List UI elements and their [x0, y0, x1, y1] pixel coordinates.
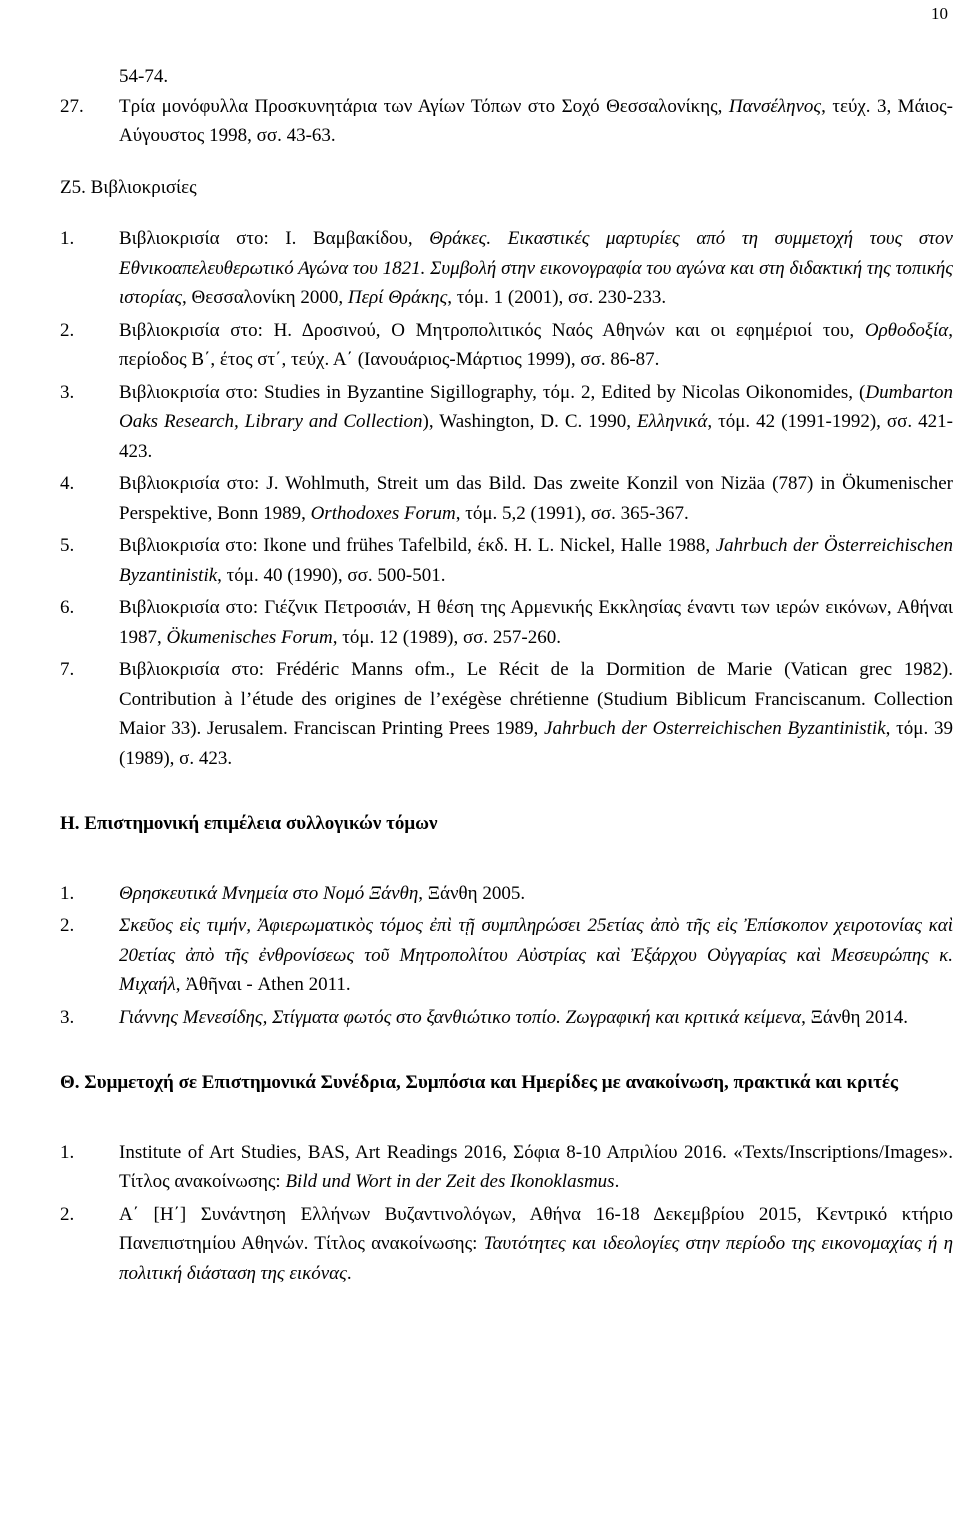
list-item-number: 4.: [60, 473, 75, 494]
list-item: [60, 531, 953, 590]
conferences-list: [60, 1138, 953, 1289]
section-h-title: Η. Επιστημονική επιμέλεια συλλογικών τόμων: [60, 813, 438, 834]
edited-volumes-list: [60, 879, 953, 1033]
list-item-text: Σκεῦος εἰς τιμήν, Ἀφιερωματικὸς τόμος ἐπὶ τῇ συμπληρώσει 25ετίας ἀπὸ τῆς εἰς Ἐπίσκοπον χειροτονίας καὶ 20ετίας ἀπὸ τῆς ἐνθρονίσεως τοῦ Μητροπολίτου Αὐστρίας καὶ Ἐξάρχου Οὐγγαρίας καὶ Μεσευρώπης κ. Μιχαήλ, Ἀθῆναι - Athen 2011.: [119, 915, 953, 995]
document-body: [60, 62, 953, 1288]
list-item: [60, 1138, 953, 1197]
list-item-text: Α΄ [Η΄] Συνάντηση Ελλήνων Βυζαντινολόγων, Αθήνα 16-18 Δεκεμβρίου 2015, Κεντρικό κτήριο Πανεπιστημίου Αθηνών. Τίτλος ανακοίνωσης: Ταυτότητες και ιδεολογίες στην περίοδο της εικονομαχίας ή η πολιτική διάσταση της εικόνας.: [119, 1203, 953, 1284]
list-item-number: 6.: [60, 597, 75, 618]
list-item-number: 2.: [60, 319, 75, 341]
list-item-text: Βιβλιοκρισία στο: Frédéric Manns ofm., Le Récit de la Dormition de Marie (Vatican grec 1982). Contribution à l’étude des origines de l’exégèse chrétienne (Studium Biblicum Franciscanum. Collection Maior 33). Jerusalem. Franciscan Printing Prees 1989, Jahrbuch der Osterreichischen Byzantinistik, τόμ. 39 (1989), σ. 423.: [119, 659, 953, 769]
list-item-number: 2.: [60, 915, 75, 936]
section-z5-title: Ζ5. Βιβλιοκρισίες: [60, 176, 197, 198]
intro-list: [60, 92, 953, 151]
list-item: [60, 911, 953, 1000]
list-item-text: Θρησκευτικά Μνημεία στο Νομό Ξάνθη, Ξάνθη 2005.: [119, 882, 526, 904]
list-item-number: 1.: [60, 882, 75, 904]
list-item-text: Βιβλιοκρισία στο: Η. Δροσινού, Ο Μητροπολιτικός Ναός Αθηνών και οι εφημέριοί του, Ορθοδοξία, περίοδος Β΄, έτος στ΄, τεύχ. Α΄ (Ιανουάριος-Μάρτιος 1999), σσ. 86-87.: [119, 319, 953, 370]
list-item: [60, 378, 953, 467]
list-item-number: 27.: [60, 95, 84, 117]
list-item: [60, 224, 953, 313]
list-item-text: Τρία μονόφυλλα Προσκυνητάρια των Αγίων Τόπων στο Σοχό Θεσσαλονίκης, Πανσέληνος, τεύχ. 3, Μάιος-Αύγουστος 1998, σσ. 43-63.: [119, 95, 953, 146]
list-item: [60, 469, 953, 528]
list-item: [60, 655, 953, 773]
list-item-number: 3.: [60, 381, 75, 403]
section-th-title: Θ. Συμμετοχή σε Επιστημονικά Συνέδρια, Συμπόσια και Ημερίδες με ανακοίνωση, πρακτικά και κριτές: [60, 1072, 899, 1093]
list-item: [60, 1200, 953, 1289]
list-item-text: Βιβλιοκρισία στο: Studies in Byzantine Sigillography, τόμ. 2, Edited by Nicolas Oikonomides, (Dumbarton Oaks Research, Library and Collection), Washington, D. C. 1990, Ελληνικά, τόμ. 42 (1991-1992), σσ. 421-423.: [119, 381, 953, 462]
list-item-number: 1.: [60, 1141, 75, 1163]
list-item-number: 7.: [60, 659, 75, 680]
list-item-text: Institute of Art Studies, BAS, Art Readings 2016, Σόφια 8-10 Απριλίου 2016. «Texts/Inscriptions/Images». Τίτλος ανακοίνωσης: Bild und Wort in der Zeit des Ikonoklasmus.: [119, 1141, 953, 1192]
continuation-text: 54-74.: [119, 66, 169, 87]
list-item: [60, 879, 953, 909]
page-number: 10: [931, 4, 948, 23]
list-item-text: Βιβλιοκρισία στο: Ikone und frühes Tafelbild, έκδ. H. L. Nickel, Halle 1988, Jahrbuch der Österreichischen Byzantinistik, τόμ. 40 (1990), σσ. 500-501.: [119, 535, 954, 586]
list-item: [60, 316, 953, 375]
list-item-text: Βιβλιοκρισία στο: J. Wohlmuth, Streit um das Bild. Das zweite Konzil von Nizäa (787) in Ökumenischer Perspektive, Bonn 1989, Orthodoxes Forum, τόμ. 5,2 (1991), σσ. 365-367.: [119, 473, 953, 524]
list-item-number: 3.: [60, 1006, 75, 1028]
list-item-text: Γιάννης Μενεσίδης, Στίγματα φωτός στο ξανθιώτικο τοπίο. Ζωγραφική και κριτικά κείμενα, Ξάνθη 2014.: [119, 1006, 908, 1028]
reviews-list: [60, 224, 953, 773]
list-item-number: 1.: [60, 228, 75, 249]
list-item-text: Βιβλιοκρισία στο: Ι. Βαμβακίδου, Θράκες. Εικαστικές μαρτυρίες από τη συμμετοχή τους στον Εθνικοαπελευθερωτικό Αγώνα του 1821. Συμβολή στην εικονογραφία του αγώνα και στη διδακτική της τοπικής ιστορίας, Θεσσαλονίκη 2000, Περί Θράκης, τόμ. 1 (2001), σσ. 230-233.: [119, 228, 953, 308]
list-item-text: Βιβλιοκρισία στο: Γιέζνικ Πετροσιάν, Η θέση της Αρμενικής Εκκλησίας έναντι των ιερών εικόνων, Αθήναι 1987, Ökumenisches Forum, τόμ. 12 (1989), σσ. 257-260.: [119, 597, 953, 648]
list-item: [60, 92, 953, 151]
list-item-number: 2.: [60, 1203, 75, 1225]
list-item: [60, 593, 953, 652]
list-item: [60, 1003, 953, 1033]
list-item-number: 5.: [60, 535, 75, 556]
